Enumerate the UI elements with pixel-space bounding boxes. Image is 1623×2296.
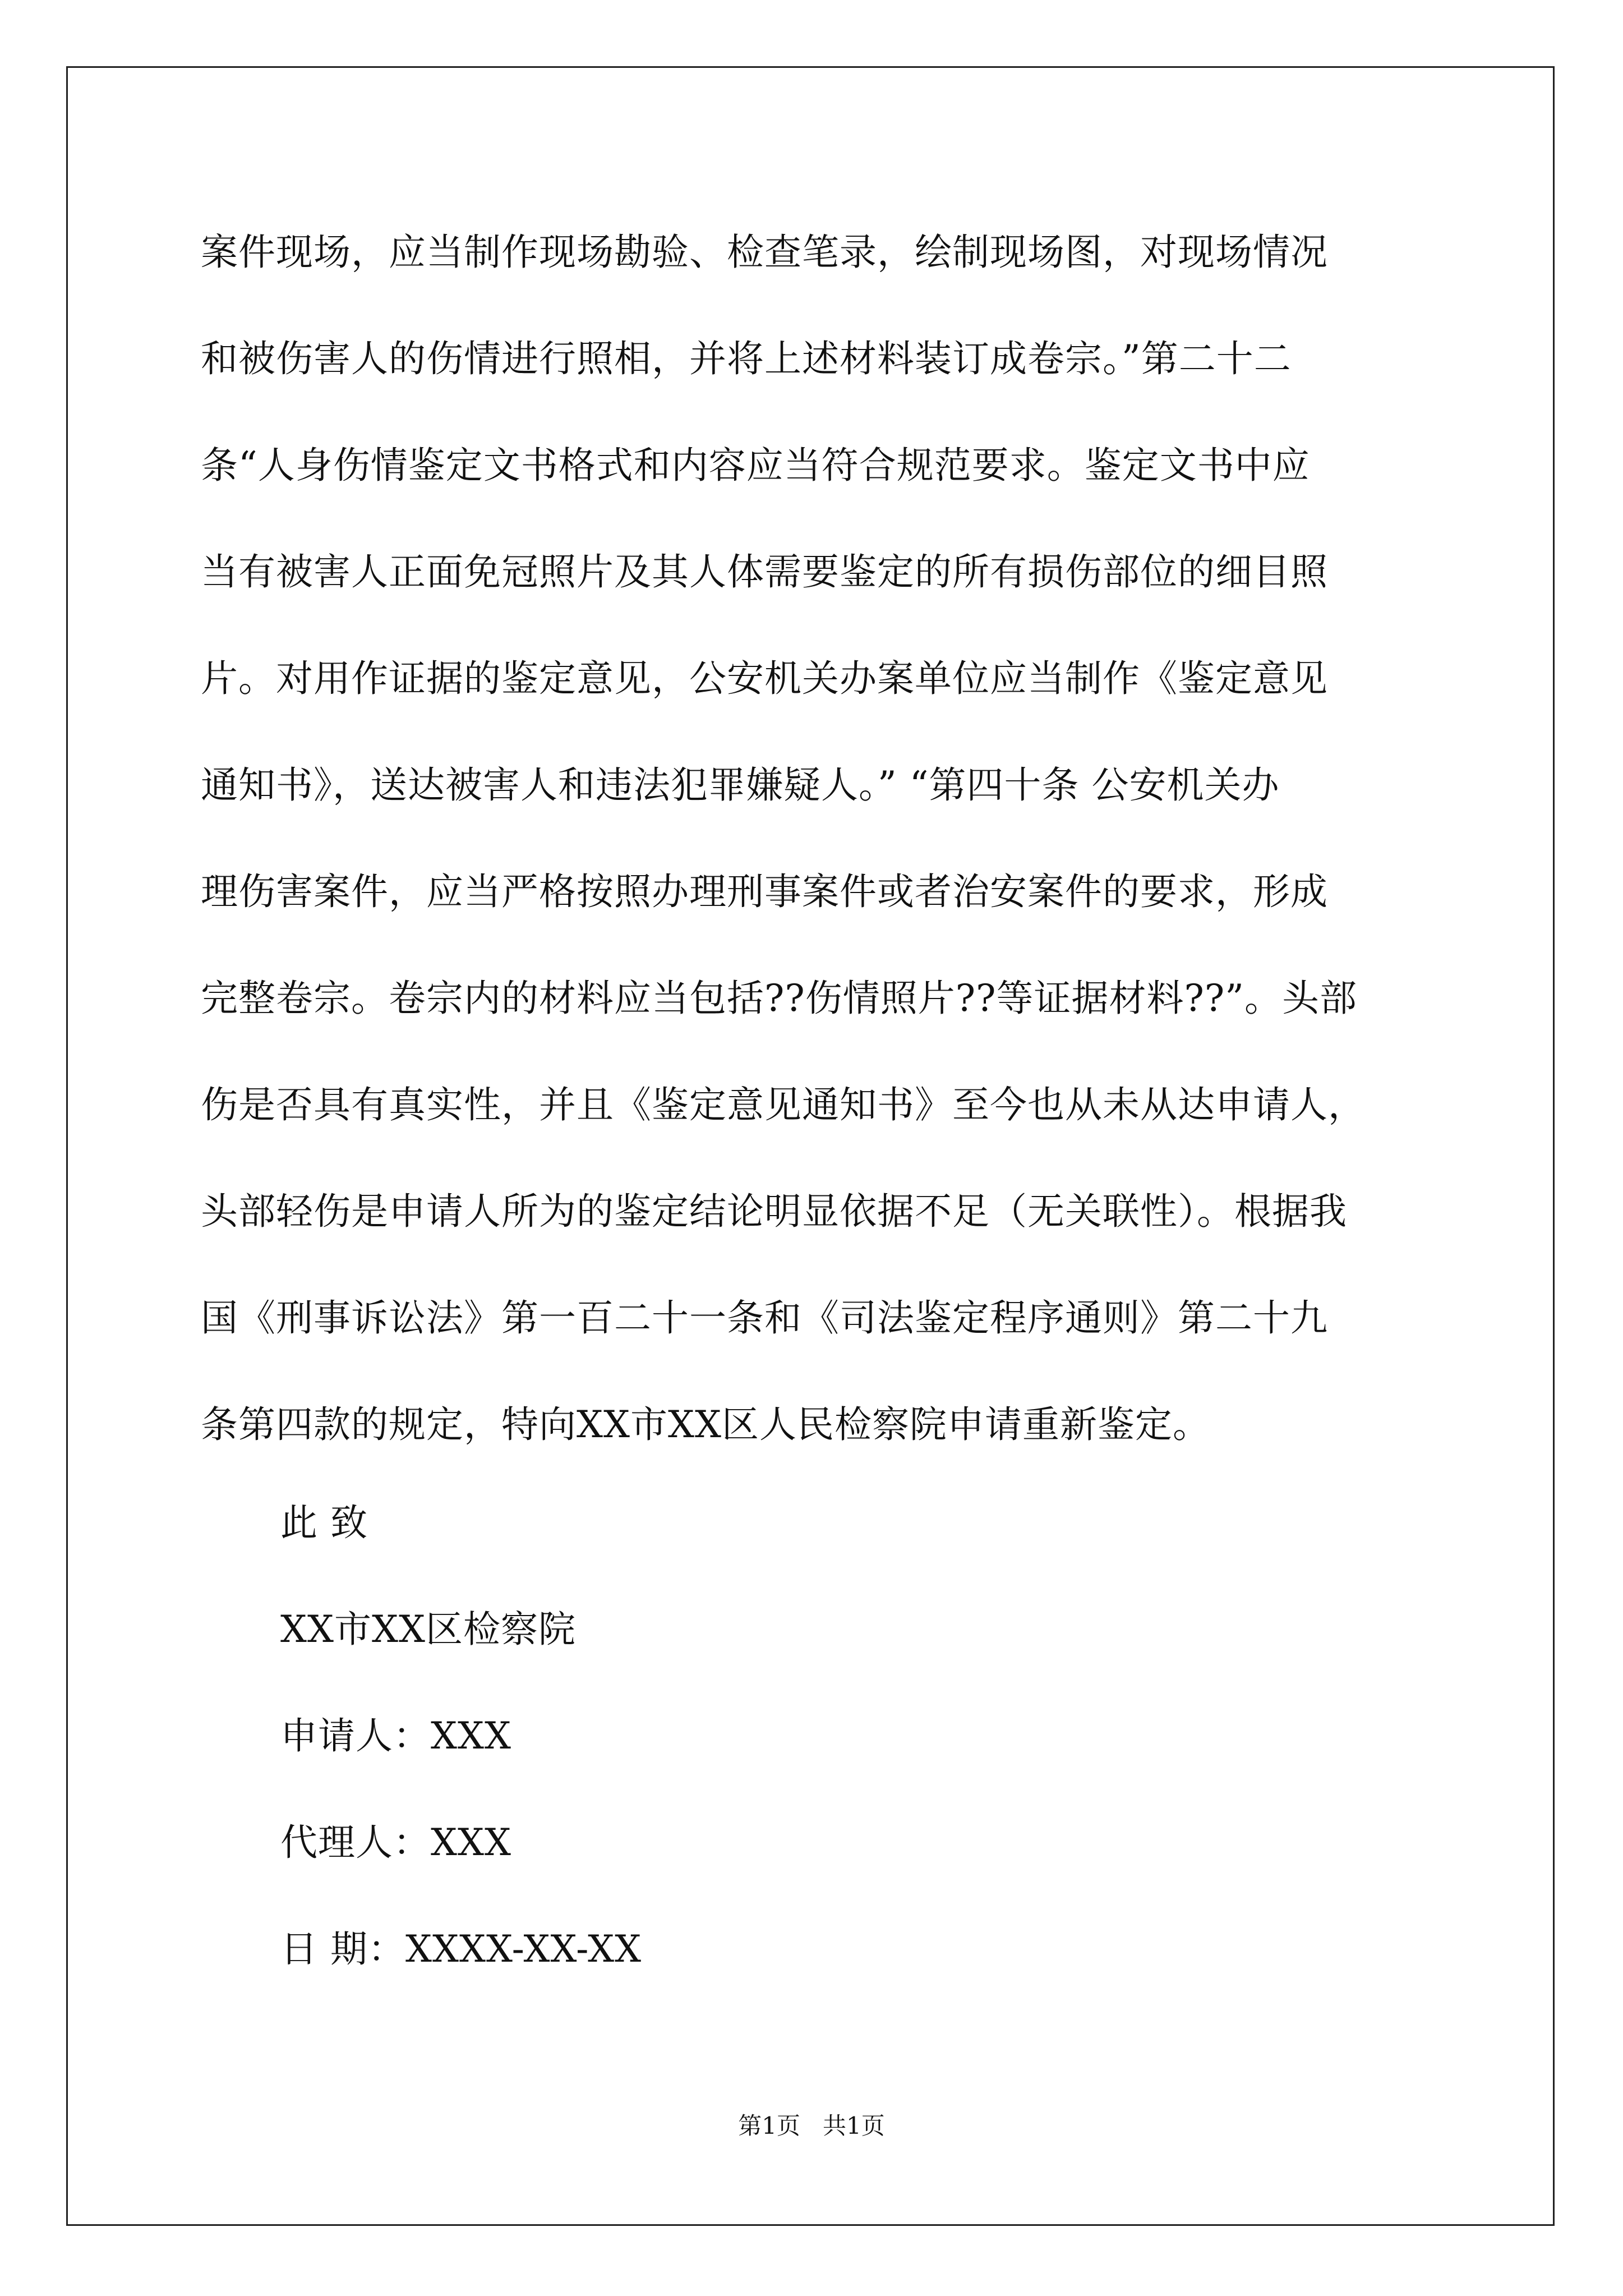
body-line: 条第四款的规定，特向XX市XX区人民检察院申请重新鉴定。 [201, 1403, 1210, 1446]
body-line: 案件现场，应当制作现场勘验、检查笔录，绘制现场图，对现场情况 [201, 231, 1328, 274]
body-line: 完整卷宗。卷宗内的材料应当包括??伤情照片??等证据材料??”。头部 [201, 977, 1358, 1020]
salutation: 此 致 [280, 1501, 368, 1544]
body-line: 国《刑事诉讼法》第一百二十一条和《司法鉴定程序通则》第二十九 [201, 1296, 1328, 1340]
body-line: 理伤害案件，应当严格按照办理刑事案件或者治安案件的要求，形成 [201, 870, 1328, 913]
body-line: 条“人身伤情鉴定文书格式和内容应当符合规范要求。鉴定文书中应 [201, 444, 1310, 487]
body-line: 通知书》，送达被害人和违法犯罪嫌疑人。” “第四十条 公安机关办 [201, 763, 1280, 807]
body-line: 和被伤害人的伤情进行照相，并将上述材料装订成卷宗。”第二十二 [201, 337, 1292, 380]
body-line: 片。对用作证据的鉴定意见，公安机关办案单位应当制作《鉴定意见 [201, 657, 1328, 700]
recipient: XX市XX区检察院 [280, 1608, 576, 1651]
body-line: 当有被害人正面免冠照片及其人体需要鉴定的所有损伤部位的细目照 [201, 550, 1328, 593]
body-line: 伤是否具有真实性，并且《鉴定意见通知书》至今也从未从达申请人， [201, 1083, 1366, 1126]
date-line: 日 期：XXXX-XX-XX [280, 1927, 642, 1971]
document-body [201, 222, 1435, 1501]
page-footer: 第1页 共1页 [738, 2112, 885, 2139]
closing-block [280, 1492, 1290, 2025]
agent-line: 代理人：XXX [280, 1821, 511, 1864]
body-line: 头部轻伤是申请人所为的鉴定结论明显依据不足（无关联性）。根据我 [201, 1190, 1347, 1233]
applicant-line: 申请人：XXX [280, 1714, 511, 1757]
